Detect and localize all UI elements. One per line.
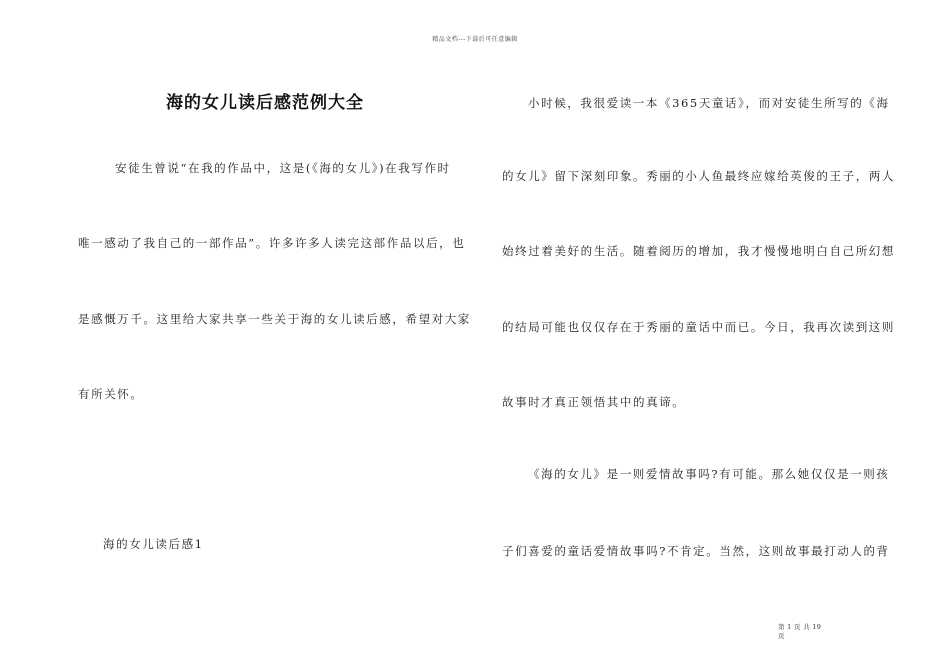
paragraph-line: 的结局可能也仅仅存在于秀丽的童话中而已。今日，我再次读到这则 bbox=[502, 320, 895, 334]
paragraph-line: 《海的女儿》是一则爱情故事吗?有可能。那么她仅仅是一则孩 bbox=[528, 467, 890, 481]
paragraph-line: 子们喜爱的童话爱情故事吗?不肯定。当然，这则故事最打动人的背 bbox=[502, 544, 890, 558]
section-heading: 海的女儿读后感1 bbox=[103, 537, 204, 551]
page-header: 精品文档---下载后可任意编辑 bbox=[432, 36, 518, 43]
paragraph-line: 的女儿》留下深刻印象。秀丽的小人鱼最终应嫁给英俊的王子，两人 bbox=[502, 169, 895, 183]
page-number-suffix: 页 bbox=[778, 632, 785, 640]
document-title: 海的女儿读后感范例大全 bbox=[166, 93, 364, 113]
right-column bbox=[475, 0, 950, 672]
paragraph-line: 有所关怀。 bbox=[78, 387, 144, 401]
paragraph-line: 是感慨万千。这里给大家共享一些关于海的女儿读后感，希望对大家 bbox=[78, 312, 471, 326]
page-footer bbox=[778, 623, 821, 641]
paragraph-line: 故事时才真正领悟其中的真谛。 bbox=[502, 395, 686, 409]
paragraph-line: 小时候，我很爱读一本《365天童话》，而对安徒生所写的《海 bbox=[528, 96, 890, 110]
paragraph-line: 始终过着美好的生活。随着阅历的增加，我才慢慢地明白自己所幻想 bbox=[502, 244, 895, 258]
paragraph-line: 安徒生曾说“在我的作品中，这是(《海的女儿》)在我写作时 bbox=[115, 161, 451, 175]
paragraph-line: 唯一感动了我自己的一部作品”。许多许多人读完这部作品以后，也 bbox=[78, 236, 466, 250]
page-number: 第 1 页 共 19 bbox=[778, 623, 822, 631]
